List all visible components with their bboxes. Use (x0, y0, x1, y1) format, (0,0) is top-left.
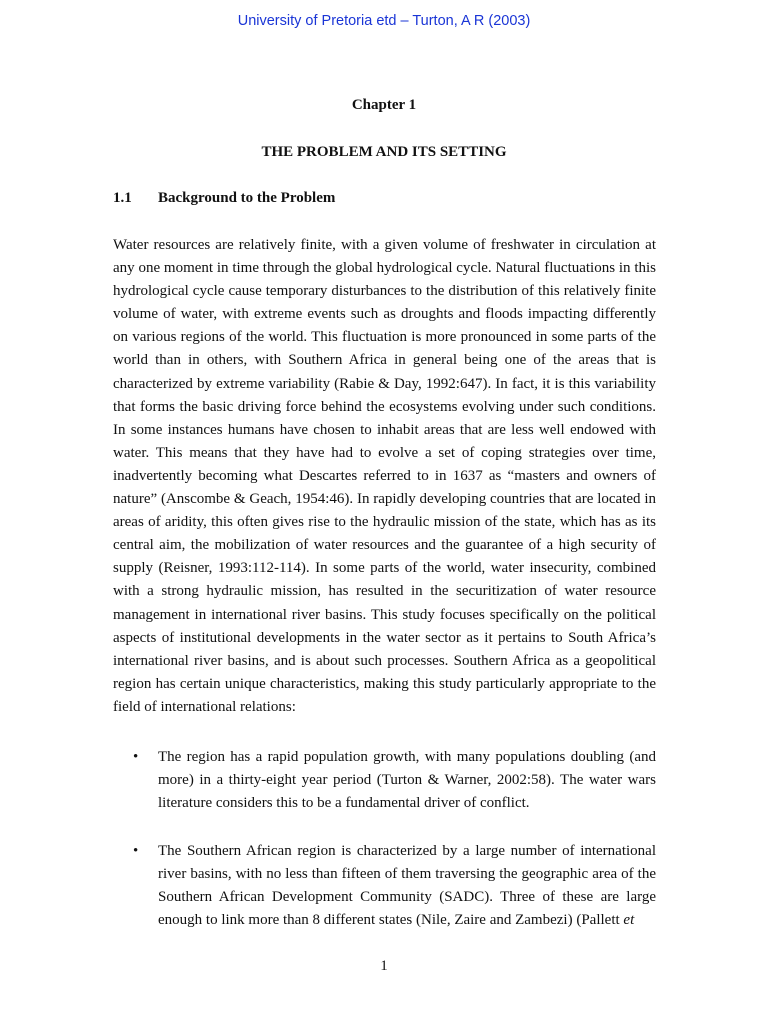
bullet-text: The Southern African region is characterized by a large number of international river basins, with no less than fifteen of them traversing the geographic area of the Southern African Development Community (SADC). Three of these are large enough to link more than 8 different states (Nile, Zaire and Zambezi) (Pallett (158, 843, 656, 929)
bullet-text: The region has a rapid population growth, with many populations doubling (and more) in a thirty-eight year period (Turton & Warner, 2002:58). The water wars literature considers this to be a fundamental driver of conflict. (158, 749, 656, 812)
bullet-icon: • (133, 843, 139, 859)
bullet-text-italic: et (623, 912, 635, 929)
bullet-item (113, 746, 656, 815)
bullet-list (113, 746, 656, 815)
bullet-icon: • (133, 749, 139, 765)
bullet-item (113, 840, 656, 932)
section-number: 1.1 (113, 190, 132, 206)
section-heading (113, 190, 335, 207)
page-header: University of Pretoria etd – Turton, A R (2003) (237, 13, 531, 29)
bullet-list (113, 840, 656, 932)
body-paragraph: Water resources are relatively finite, with a given volume of freshwater in circulation at any one moment in time through the global hydrological cycle. Natural fluctuations in this hydrological cycle cause temporary disturbances to the distribution of this relatively finite volume of water, with extreme events such as droughts and floods impacting differently on various regions of the world. This fluctuation is more pronounced in some parts of the world than in others, with Southern Africa in general being one of the areas that is characterized by extreme variability (Rabie & Day, 1992:647). In fact, it is this variability that forms the basic driving force behind the ecosystems evolving under such conditions. In some instances humans have chosen to inhabit areas that are less well endowed with water. This means that they have had to evolve a set of coping strategies over time, inadvertently becoming what Descartes referred to in 1637 as “masters and owners of nature” (Anscombe & Geach, 1954:46). In rapidly developing countries that are located in areas of aridity, this often gives rise to the hydraulic mission of the state, which has as its central aim, the mobilization of water resources and the guarantee of a high security of supply (Reisner, 1993:112-114). In some parts of the world, water insecurity, combined with a strong hydraulic mission, has resulted in the securitization of water resource management in international river basins. This study focuses specifically on the political aspects of institutional developments in the water sector as it pertains to South Africa’s international river basins, and is about such processes. Southern Africa as a geopolitical region has certain unique characteristics, making this study particularly appropriate to the field of international relations: (113, 237, 656, 715)
chapter-label: Chapter 1 (351, 97, 417, 113)
page-number: 1 (380, 958, 388, 974)
chapter-title: THE PROBLEM AND ITS SETTING (261, 144, 507, 160)
section-title: Background to the Problem (158, 190, 336, 206)
